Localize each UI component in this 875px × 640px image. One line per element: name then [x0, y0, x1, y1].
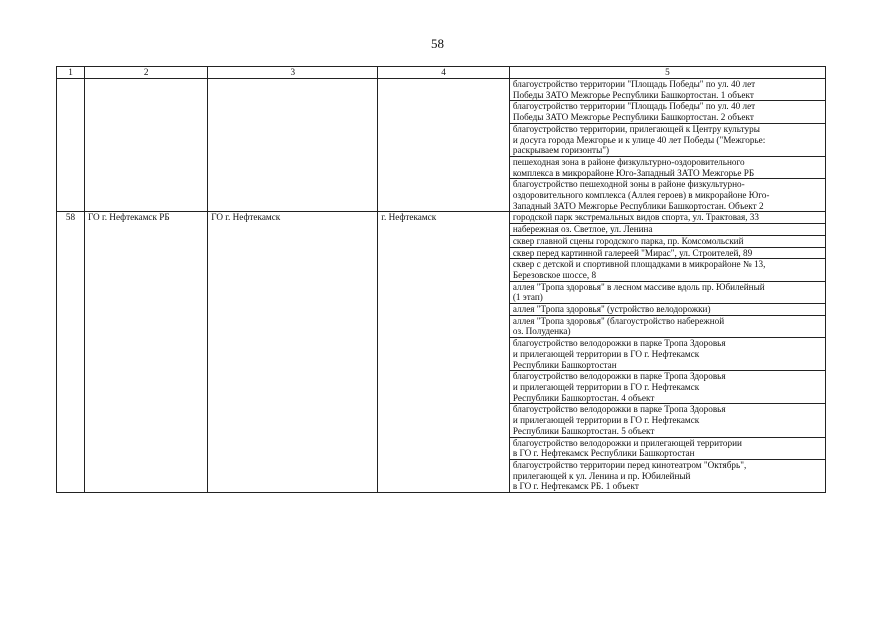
object-cell: [509, 247, 825, 259]
object-cell: [509, 235, 825, 247]
object-cell: [509, 101, 825, 123]
object-text-line: и прилегающей территории в ГО г. Нефтекамск: [512, 381, 700, 392]
object-text-line: благоустройство велодорожки и прилегающей территории: [512, 437, 742, 448]
object-cell: [509, 212, 825, 224]
object-text-line: благоустройство территории "Площадь Победы" по ул. 40 лет: [512, 101, 756, 112]
object-text-line: Западный ЗАТО Межгорье Республики Башкортостан. Объект 2: [512, 200, 764, 211]
object-cell: [509, 281, 825, 303]
object-text-line: комплекса в микрорайоне Юго-Западный ЗАТО Межгорье РБ: [512, 167, 755, 178]
object-cell: [509, 459, 825, 492]
object-text-line: (1 этап): [512, 292, 543, 303]
object-text-line: городской парк экстремальных видов спорта, ул. Трактовая, 33: [512, 212, 759, 223]
row-number: [57, 79, 85, 212]
object-cell: [509, 79, 825, 101]
object-text-line: сквер перед картинной галереей "Мирас", ул. Строителей, 89: [512, 247, 753, 258]
object-cell: [509, 156, 825, 178]
object-text-line: сквер главной сцены городского парка, пр. Комсомольский: [512, 235, 744, 246]
object-text-line: Республики Башкортостан. 5 объект: [512, 425, 655, 436]
object-text-line: набережная оз. Светлое, ул. Ленина: [512, 224, 653, 235]
column-header-3: 3: [208, 67, 378, 79]
municipality-cell: ГО г. Нефтекамск РБ: [84, 212, 207, 493]
table-header-row: [57, 67, 826, 79]
object-text-line: Березовское шоссе, 8: [512, 269, 597, 280]
object-text-line: благоустройство территории, прилегающей к Центру культуры: [512, 123, 760, 134]
object-cell: [509, 338, 825, 371]
settlement-cell: ГО г. Нефтекамск: [208, 212, 378, 493]
object-text-line: Республики Башкортостан. 4 объект: [512, 392, 655, 403]
settlement-cell: [208, 79, 378, 212]
object-text-line: и досуга города Межгорье и к улице 40 лет Победы ("Межгорье:: [512, 134, 766, 145]
object-cell: [509, 259, 825, 281]
object-text-line: благоустройство велодорожки в парке Тропа Здоровья: [512, 338, 726, 349]
page-number: 58: [431, 36, 444, 51]
table-row: [57, 79, 826, 101]
table-row: [57, 212, 826, 224]
object-text-line: оз. Полуденка): [512, 326, 571, 337]
object-text-line: и прилегающей территории в ГО г. Нефтекамск: [512, 415, 700, 426]
column-header-1: 1: [57, 67, 85, 79]
object-text-line: благоустройство велодорожки в парке Тропа Здоровья: [512, 371, 726, 382]
object-text-line: Победы ЗАТО Межгорье Республики Башкортостан. 2 объект: [512, 112, 754, 123]
object-text-line: и прилегающей территории в ГО г. Нефтекамск: [512, 348, 700, 359]
column-header-5: 5: [509, 67, 825, 79]
object-cell: [509, 304, 825, 316]
object-cell: [509, 371, 825, 404]
object-cell: [509, 404, 825, 437]
object-text-line: Республики Башкортостан: [512, 359, 617, 370]
object-text-line: в ГО г. Нефтекамск Республики Башкортостан: [512, 448, 695, 459]
object-text-line: оздоровительного комплекса (Аллея героев) в микрорайоне Юго-: [512, 190, 770, 201]
object-text-line: благоустройство территории "Площадь Победы" по ул. 40 лет: [512, 79, 756, 89]
object-cell: [509, 179, 825, 212]
object-text-line: аллея "Тропа здоровья" (устройство велодорожки): [512, 304, 711, 315]
object-text-line: раскрываем горизонты"): [512, 145, 610, 156]
object-text-line: благоустройство территории перед кинотеатром "Октябрь",: [512, 459, 747, 470]
municipality-cell: [84, 79, 207, 212]
object-text-line: пешеходная зона в районе физкультурно-оздоровительного: [512, 156, 745, 167]
locality-cell: [378, 79, 510, 212]
column-header-2: 2: [84, 67, 207, 79]
object-cell: [509, 437, 825, 459]
object-text-line: Победы ЗАТО Межгорье Республики Башкортостан. 1 объект: [512, 89, 754, 100]
object-text-line: аллея "Тропа здоровья" в лесном массиве вдоль пр. Юбилейный: [512, 281, 765, 292]
object-text-line: аллея "Тропа здоровья" (благоустройство набережной: [512, 315, 725, 326]
object-cell: [509, 224, 825, 236]
object-cell: [509, 123, 825, 156]
column-header-4: 4: [378, 67, 510, 79]
object-text-line: прилегающей к ул. Ленина и пр. Юбилейный: [512, 470, 691, 481]
object-text-line: сквер с детской и спортивной площадками в микрорайоне № 13,: [512, 259, 766, 270]
row-number: 58: [57, 212, 85, 493]
locality-cell: г. Нефтекамск: [378, 212, 510, 493]
object-text-line: благоустройство пешеходной зоны в районе физкультурно-: [512, 179, 745, 190]
object-text-line: в ГО г. Нефтекамск РБ. 1 объект: [512, 481, 639, 492]
objects-table: [56, 66, 826, 493]
object-cell: [509, 315, 825, 337]
object-text-line: благоустройство велодорожки в парке Тропа Здоровья: [512, 404, 726, 415]
